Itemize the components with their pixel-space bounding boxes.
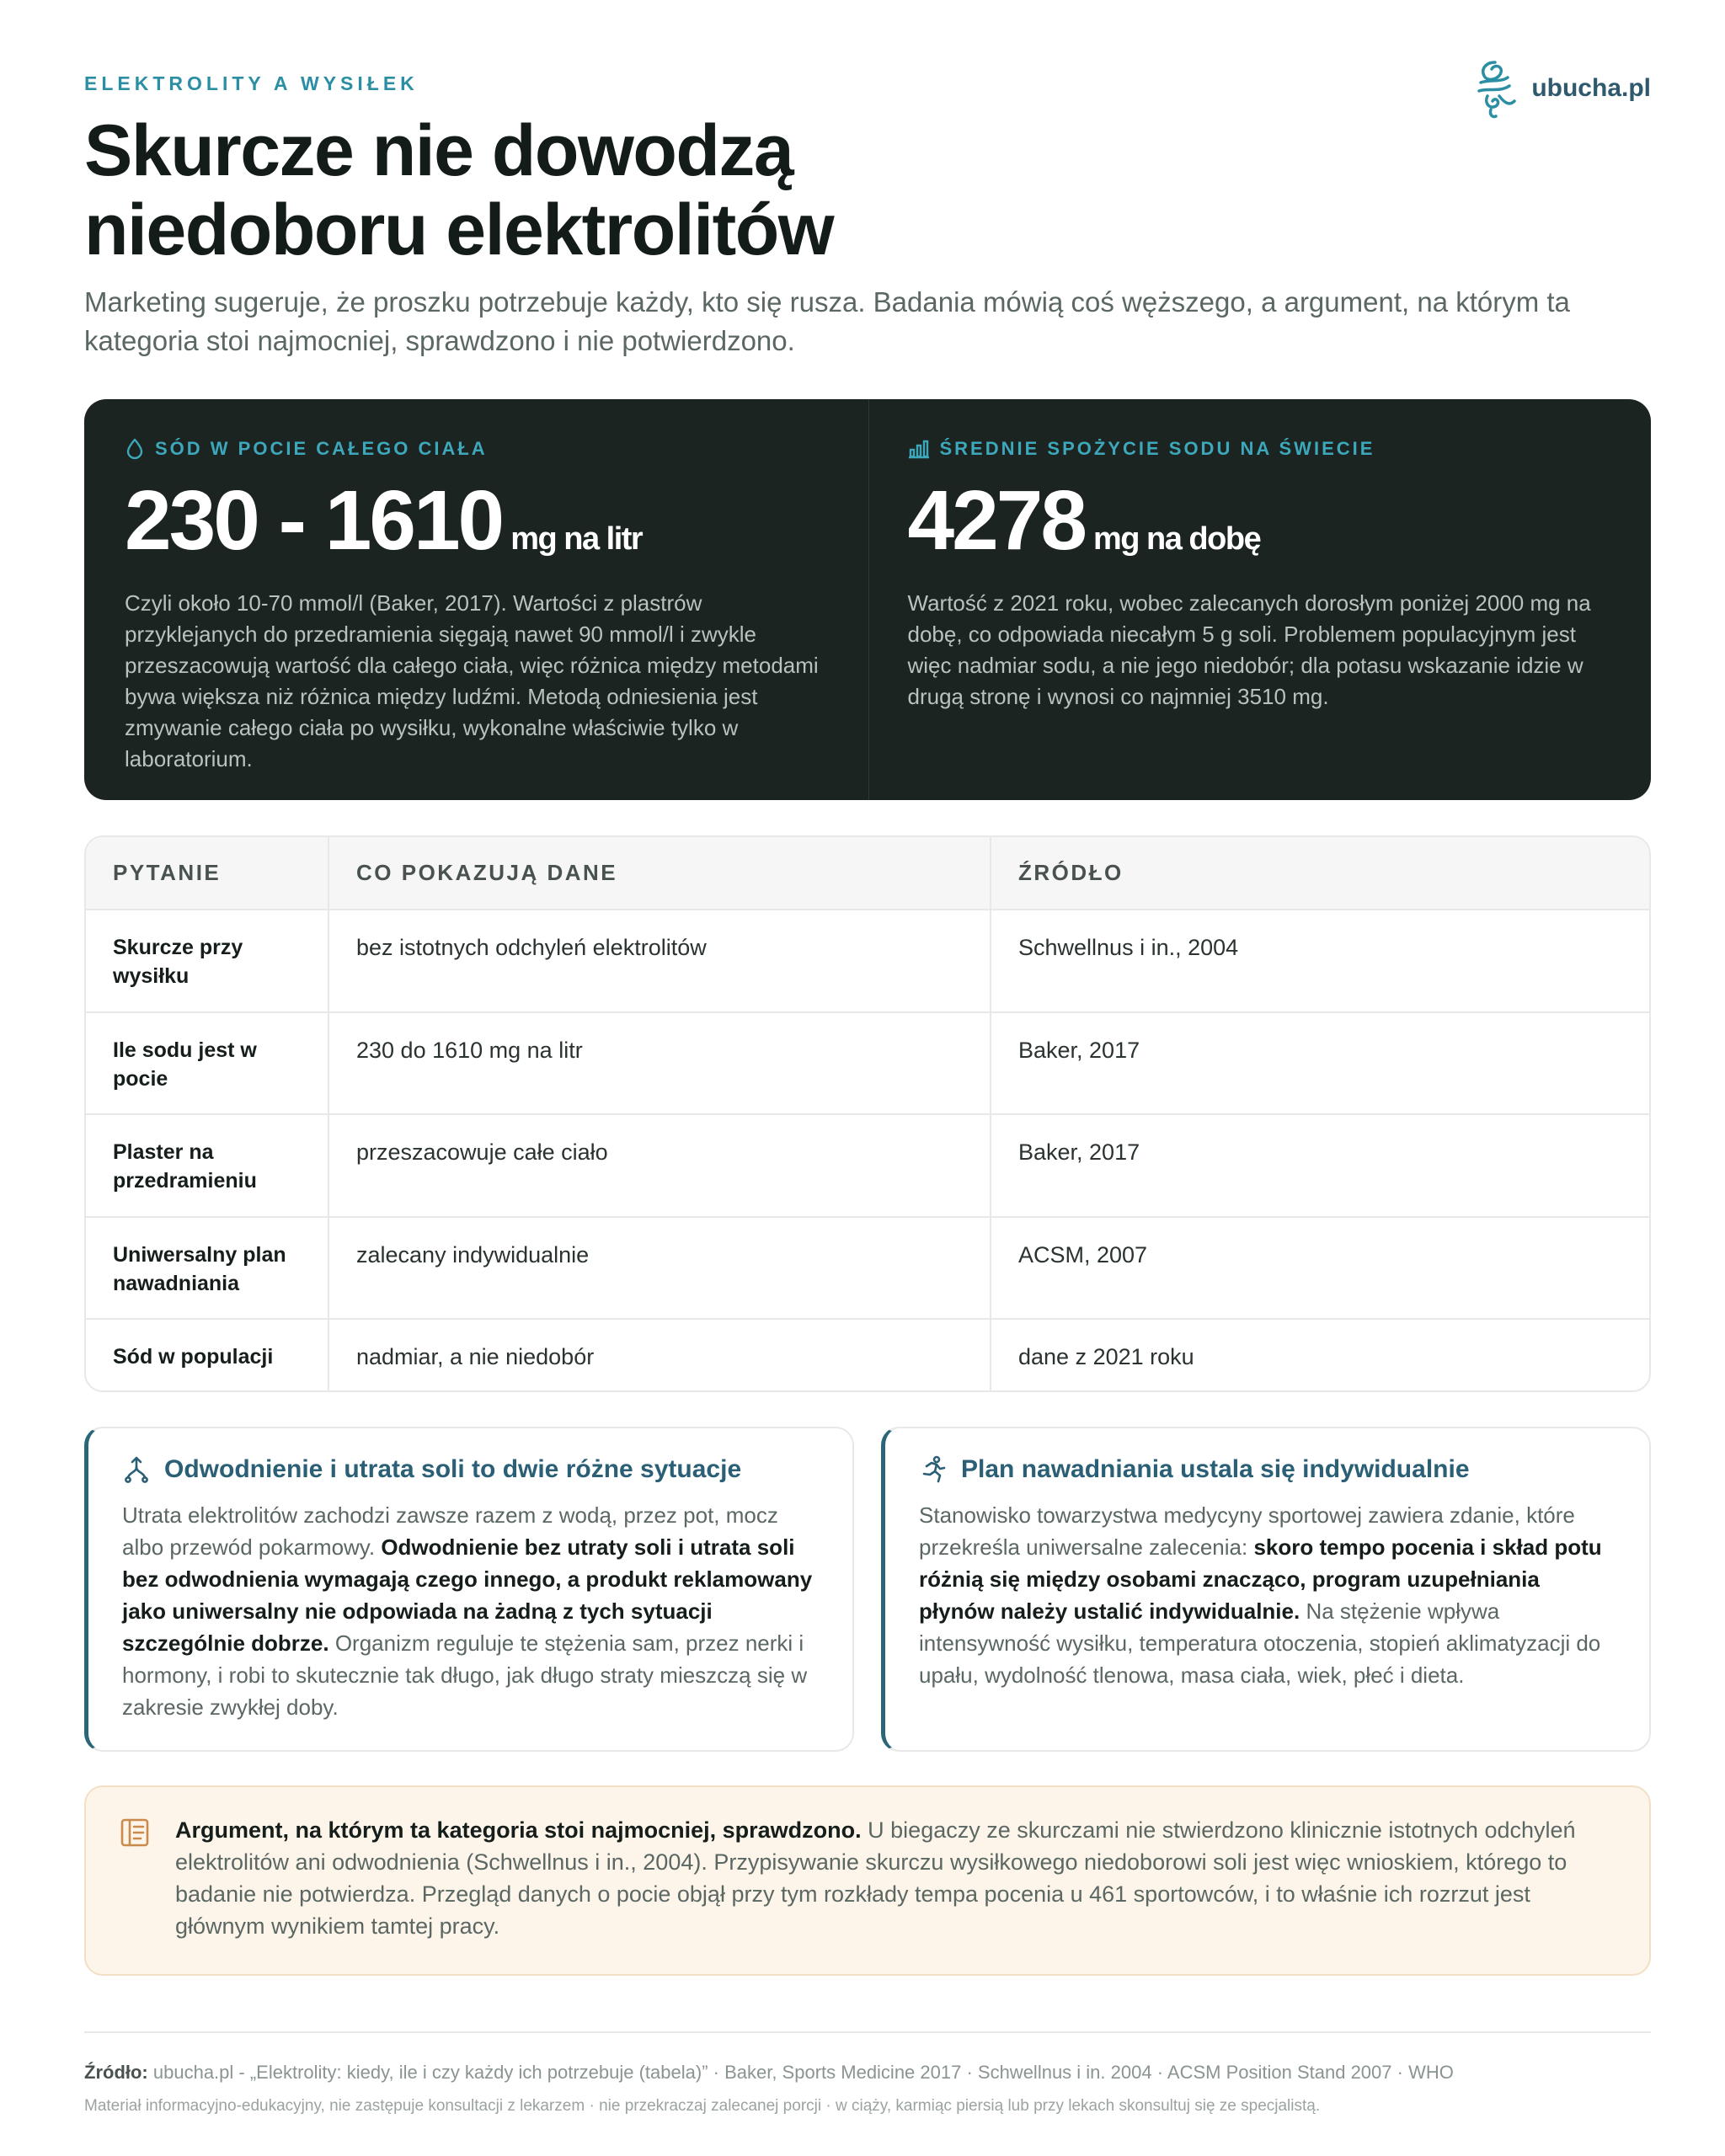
table-row [86,1319,1649,1390]
stat-unit: mg na dobę [1092,521,1261,557]
sea-creature-logo-icon [1471,57,1519,120]
bar-chart-icon [908,439,930,459]
footer-divider [84,2031,1651,2033]
stat-value: 230 - 1610 [125,473,503,568]
stat-global-intake [868,399,1652,800]
table-row [86,1114,1649,1217]
data-cell: przeszacowuje całe ciało [328,1114,991,1217]
question-cell: Uniwersalny plan nawadniania [86,1217,328,1319]
footer-source-text: ubucha.pl - „Elektrolity: kiedy, ile i czy każdy ich potrzebuje (tabela)” · Baker, Sports Medicine 2017 · Schwellnus i in. 2004 · ACSM Position Stand 2007 · WHO [147,2062,1454,2083]
callout-body: U biegaczy ze skurczami nie stwierdzono klinicznie istotnych odchyleń elektrolitów ani odwodnienia (Schwellnus i in., 2004). Przypisywanie skurczu wysiłkowego niedoborowi soli jest więc wnioskiem, którego to badanie nie potwierdza. Przegląd danych o pocie objął przy tym rozkłady tempa pocenia u 461 sportowców, i to właśnie ich rozrzut jest głównym wynikiem tamtej pracy. [175,1817,1576,1939]
column-header-source: ŹRÓDŁO [991,837,1649,910]
stat-value-row [907,473,1611,568]
eyebrow-label: ELEKTROLITY A WYSIŁEK [84,72,419,94]
lede-paragraph: Marketing sugeruje, że proszku potrzebuje każdy, kto się rusza. Badania mówią coś węższego, a argument, na którym ta kategoria stoi najmocniej, sprawdzono i nie potwierdzono. [84,286,1570,356]
callout-text [175,1814,1599,1942]
card-body-highlight: Odwodnienie bez utraty soli i utrata soli bez odwodnienia wymagają czego innego, a produkt reklamowany jako uniwersalny nie odpowiada na żadną z tych sytuacji szczególnie dobrze. [122,1534,813,1656]
callout-box [84,1785,1651,1976]
card-body-outro: Organizm reguluje te stężenia sam, przez nerki i hormony, i robi to skutecznie tak długo, jak długo straty mieszczą się w zakresie zwykłej doby. [122,1630,808,1720]
table-row [86,1217,1649,1319]
logo-text: ubucha.pl [1531,74,1651,102]
logo[interactable] [1471,57,1651,120]
card-title [122,1455,820,1484]
card-body [122,1499,820,1723]
question-cell: Ile sodu jest w pocie [86,1012,328,1114]
card-dehydration-vs-salt [84,1427,854,1752]
page-title [84,111,1263,270]
source-cell: dane z 2021 roku [991,1319,1649,1390]
column-header-data: CO POKAZUJĄ DANE [328,837,991,910]
callout-highlight: Argument, na którym ta kategoria stoi najmocniej, sprawdzono. [175,1817,862,1843]
question-cell: Plaster na przedramieniu [86,1114,328,1217]
runner-icon [919,1455,948,1484]
source-cell: Schwellnus i in., 2004 [991,910,1649,1012]
data-cell: nadmiar, a nie niedobór [328,1319,991,1390]
stats-panel [84,399,1651,800]
stat-unit: mg na litr [510,521,643,557]
card-title-text: Plan nawadniania ustala się indywidualnie [961,1455,1470,1483]
title-line-1: Skurcze nie dowodzą [84,110,793,191]
card-body-intro: Stanowisko towarzystwa medycyny sportowej zawiera zdanie, które przekreśla uniwersalne zalecenia: [919,1502,1575,1560]
stat-description: Czyli około 10-70 mmol/l (Baker, 2017). Wartości z plastrów przyklejanych do przedramienia sięgają nawet 90 mmol/l i zwykle przeszacowują wartość dla całego ciała, więc różnica między metodami bywa większa niż różnica między ludźmi. Metodą odniesienia jest zmywanie całego ciała po wysiłku, wykonalne właściwie tylko w laboratorium. [125,590,819,771]
card-individual-plan [881,1427,1651,1752]
table-row [86,910,1649,1012]
stat-value-row [125,473,828,568]
stat-value: 4278 [907,473,1085,568]
data-cell: zalecany indywidualnie [328,1217,991,1319]
data-cell: bez istotnych odchyleń elektrolitów [328,910,991,1012]
table-header-row [86,837,1649,910]
card-title [919,1455,1617,1484]
stat-description: Wartość z 2021 roku, wobec zalecanych dorosłym poniżej 2000 mg na dobę, co odpowiada niecałym 5 g soli. Problemem populacyjnym jest więc nadmiar sodu, a nie jego niedobór; dla potasu wskazanie idzie w drugą stronę i wynosi co najmniej 3510 mg. [907,590,1591,709]
card-body-intro: Utrata elektrolitów zachodzi zawsze razem z wodą, przez pot, mocz albo przewód pokarmowy. [122,1502,778,1560]
question-cell: Sód w populacji [86,1319,328,1390]
source-cell: Baker, 2017 [991,1114,1649,1217]
footer-sources [84,2062,1454,2084]
droplet-icon [125,438,145,460]
question-cell: Skurcze przy wysiłku [113,936,243,988]
data-cell: 230 do 1610 mg na litr [328,1012,991,1114]
card-body-highlight: skoro tempo pocenia i skład potu różnią się między osobami znacząco, program uzupełniania płynów należy ustalić indywidualnie. [919,1534,1602,1624]
stat-label-text: ŚREDNIE SPOŻYCIE SODU NA ŚWIECIE [939,438,1375,459]
stat-label [908,438,1611,460]
document-icon [120,1817,150,1848]
card-body [919,1499,1617,1691]
title-line-2: niedoboru elektrolitów [84,189,834,270]
stat-label [125,438,828,460]
stat-label-text: SÓD W POCIE CAŁEGO CIAŁA [155,438,488,459]
card-title-text: Odwodnienie i utrata soli to dwie różne sytuacje [164,1455,742,1483]
footer-disclaimer: Materiał informacyjno-edukacyjny, nie zastępuje konsultacji z lekarzem · nie przekraczaj zalecanej porcji · w ciąży, karmiąc piersią lub przy lekach skonsultuj się ze specjalistą. [84,2097,1321,2115]
footer-source-label: Źródło: [84,2062,148,2083]
card-body-outro: Na stężenie wpływa intensywność wysiłku, temperatura otoczenia, stopień aklimatyzacji do upału, wydolność tlenowa, masa ciała, wiek, płeć i dieta. [919,1598,1601,1688]
column-header-question: PYTANIE [86,837,328,910]
source-cell: ACSM, 2007 [991,1217,1649,1319]
source-cell: Baker, 2017 [991,1012,1649,1114]
split-arrows-icon [122,1455,151,1484]
evidence-table [84,835,1651,1392]
stat-sweat-sodium [84,399,868,800]
table-row [86,1012,1649,1114]
